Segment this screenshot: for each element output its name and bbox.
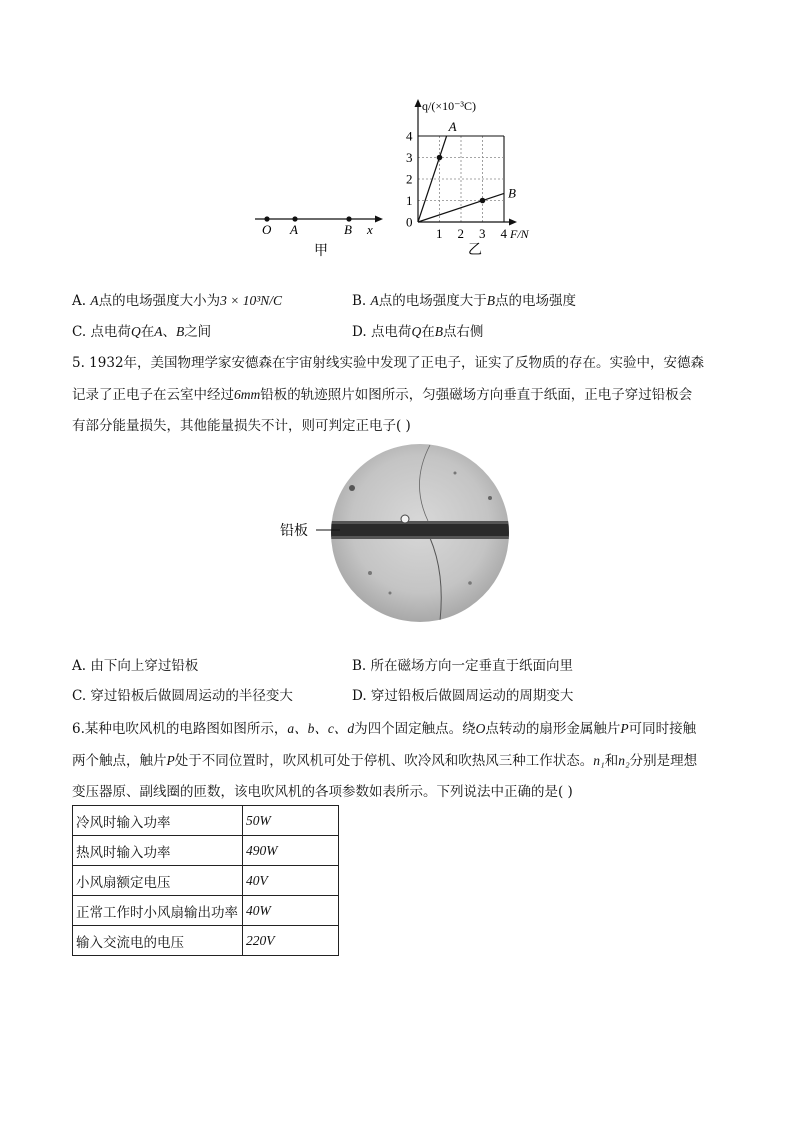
option-text-tail: 点右侧 (442, 324, 484, 340)
q5-option-c[interactable]: C. 穿过铅板后做圆周运动的半径变大 (72, 688, 293, 704)
figure-yi (398, 96, 548, 266)
option-text-tail: 之间 (184, 324, 212, 340)
var-a: A (370, 293, 379, 308)
param-cell: 小风扇额定电压 (73, 866, 243, 896)
param-cell: 正常工作时小风扇输出功率 (73, 896, 243, 926)
q6-text: 为四个固定触点。绕 (354, 721, 476, 737)
chart-grid (418, 136, 504, 222)
chart-ticks (406, 129, 508, 242)
lead-plate (330, 523, 510, 537)
series-point-a (437, 155, 443, 161)
q6-var-p: P (620, 721, 629, 736)
q5-line-2-pre: 记录了正电子在云室中经过 (72, 387, 234, 403)
option-letter: A. (72, 293, 87, 309)
series-label-a: A (448, 119, 457, 134)
q5-line-2-post: 铅板的轨迹照片如图所示，匀强磁场方向垂直于纸面，正电子穿过铅板会 (260, 387, 693, 403)
option-text-mid: 在 (421, 324, 435, 340)
var-q: Q (130, 324, 141, 339)
chart-series (418, 119, 516, 222)
x-tick-label: 3 (479, 226, 486, 241)
q4-option-d[interactable] (352, 322, 483, 342)
spec-table-wrap (72, 805, 339, 956)
q6-line-3: 变压器原、副线圈的匝数，该电吹风机的各项参数如表所示。下列说法中正确的是( ) (72, 784, 573, 800)
value-cell: 220V (243, 926, 339, 956)
table-row (73, 806, 339, 836)
table-row (73, 926, 339, 956)
point-o-dot (264, 216, 269, 221)
var-a: A (154, 324, 163, 339)
x-tick-label: 1 (436, 226, 443, 241)
option-text-mid: 在 (140, 324, 155, 340)
q6-text: 处于不同位置时，吹风机可处于停机、吹冷风和吹热风三种工作状态。 (174, 753, 594, 769)
q4-option-a[interactable] (72, 291, 282, 311)
var-b: B (175, 324, 185, 339)
param-cell: 输入交流电的电压 (73, 926, 243, 956)
option-letter: D. (352, 324, 367, 340)
y-tick-label: 0 (406, 214, 413, 230)
label-x: x (367, 222, 373, 237)
cloud-chamber-photo (280, 443, 520, 625)
q5-stem (72, 348, 722, 442)
q-f-chart (398, 96, 548, 266)
separator: 、 (162, 324, 176, 340)
q5-line-2 (72, 379, 722, 411)
table-row (73, 896, 339, 926)
lead-plate-label: 铅板 (280, 524, 308, 539)
var-q: Q (411, 324, 422, 339)
q6-text: 和 (604, 753, 619, 769)
q6-text: 点转动的扇形金属触片 (485, 721, 621, 737)
var-a: A (90, 293, 99, 308)
q6-var-p: P (166, 753, 175, 768)
series-point-b (480, 198, 486, 204)
y-tick-label: 1 (406, 193, 413, 208)
x-tick-label: 4 (500, 226, 507, 241)
point-b-dot (346, 216, 351, 221)
q5-line-3: 有部分能量损失，其他能量损失不计，则可判定正电子( ) (72, 418, 411, 434)
var-b: B (434, 324, 443, 339)
x-tick-label: 2 (457, 226, 464, 241)
y-axis-arrow (415, 99, 422, 107)
x-axis-arrow (509, 219, 517, 226)
point-a-dot (292, 216, 297, 221)
value-cell: 40V (243, 866, 339, 896)
option-letter: C. (72, 324, 87, 340)
q4-option-c[interactable] (72, 322, 211, 342)
q6-text: 两个触点，触片 (72, 753, 167, 769)
caption-jia: 甲 (314, 244, 328, 259)
var-b: B (486, 293, 496, 308)
q5-option-b[interactable]: B. 所在磁场方向一定垂直于纸面向里 (352, 658, 574, 674)
q6-stem (72, 713, 722, 808)
option-text: 点电荷 (370, 324, 412, 340)
spec-table (72, 805, 339, 956)
y-tick-label: 4 (406, 128, 413, 144)
q6-text: 可同时接触 (628, 721, 697, 737)
param-cell: 冷风时输入功率 (73, 806, 243, 836)
option-letter: B. (352, 293, 367, 309)
q6-line-1 (72, 713, 722, 745)
number-line (250, 205, 390, 265)
option-text-tail: 点的电场强度 (495, 293, 577, 309)
value-cell: 40W (243, 896, 339, 926)
value-cell: 490W (243, 836, 339, 866)
table-row (73, 866, 339, 896)
x-axis-label: F/N (510, 227, 529, 241)
label-o: O (262, 222, 272, 237)
label-b: B (344, 222, 352, 237)
option-text: 点的电场强度大于 (378, 293, 487, 309)
param-cell: 热风时输入功率 (73, 836, 243, 866)
option-text: 点的电场强度大小为 (98, 293, 221, 309)
q6-text: 6.某种电吹风机的电路图如图所示， (72, 721, 288, 737)
series-label-b: B (508, 185, 516, 201)
q5-option-d[interactable]: D. 穿过铅板后做圆周运动的周期变大 (352, 688, 574, 704)
label-a: A (290, 222, 298, 237)
y-axis-label: q/(×10⁻³C) (422, 99, 477, 113)
q6-var-n1: n₁ (593, 753, 605, 768)
table-row (73, 836, 339, 866)
figure-jia (250, 205, 390, 265)
q4-option-b[interactable] (352, 291, 576, 311)
y-tick-label: 3 (406, 150, 413, 165)
q5-thickness: 6mm (234, 387, 261, 402)
option-text: 点电荷 (90, 324, 131, 340)
photo-svg (280, 443, 520, 625)
q6-line-2 (72, 745, 722, 777)
caption-yi: 乙 (468, 243, 482, 258)
q6-var-n2: n₂ (618, 753, 630, 768)
q6-var-o: O (475, 721, 486, 736)
q6-text: 分别是理想 (629, 753, 698, 769)
formula: 3 × 10³N/C (220, 293, 283, 308)
q5-line-1: 5. 1932年，美国物理学家安德森在宇宙射线实验中发现了正电子，证实了反物质的存在。实验中，安德森 (72, 355, 705, 371)
value-cell: 50W (243, 806, 339, 836)
q5-option-a[interactable]: A. 由下向上穿过铅板 (72, 658, 199, 674)
y-tick-label: 2 (406, 171, 413, 187)
q6-contacts: a、b、c、d (287, 721, 355, 736)
